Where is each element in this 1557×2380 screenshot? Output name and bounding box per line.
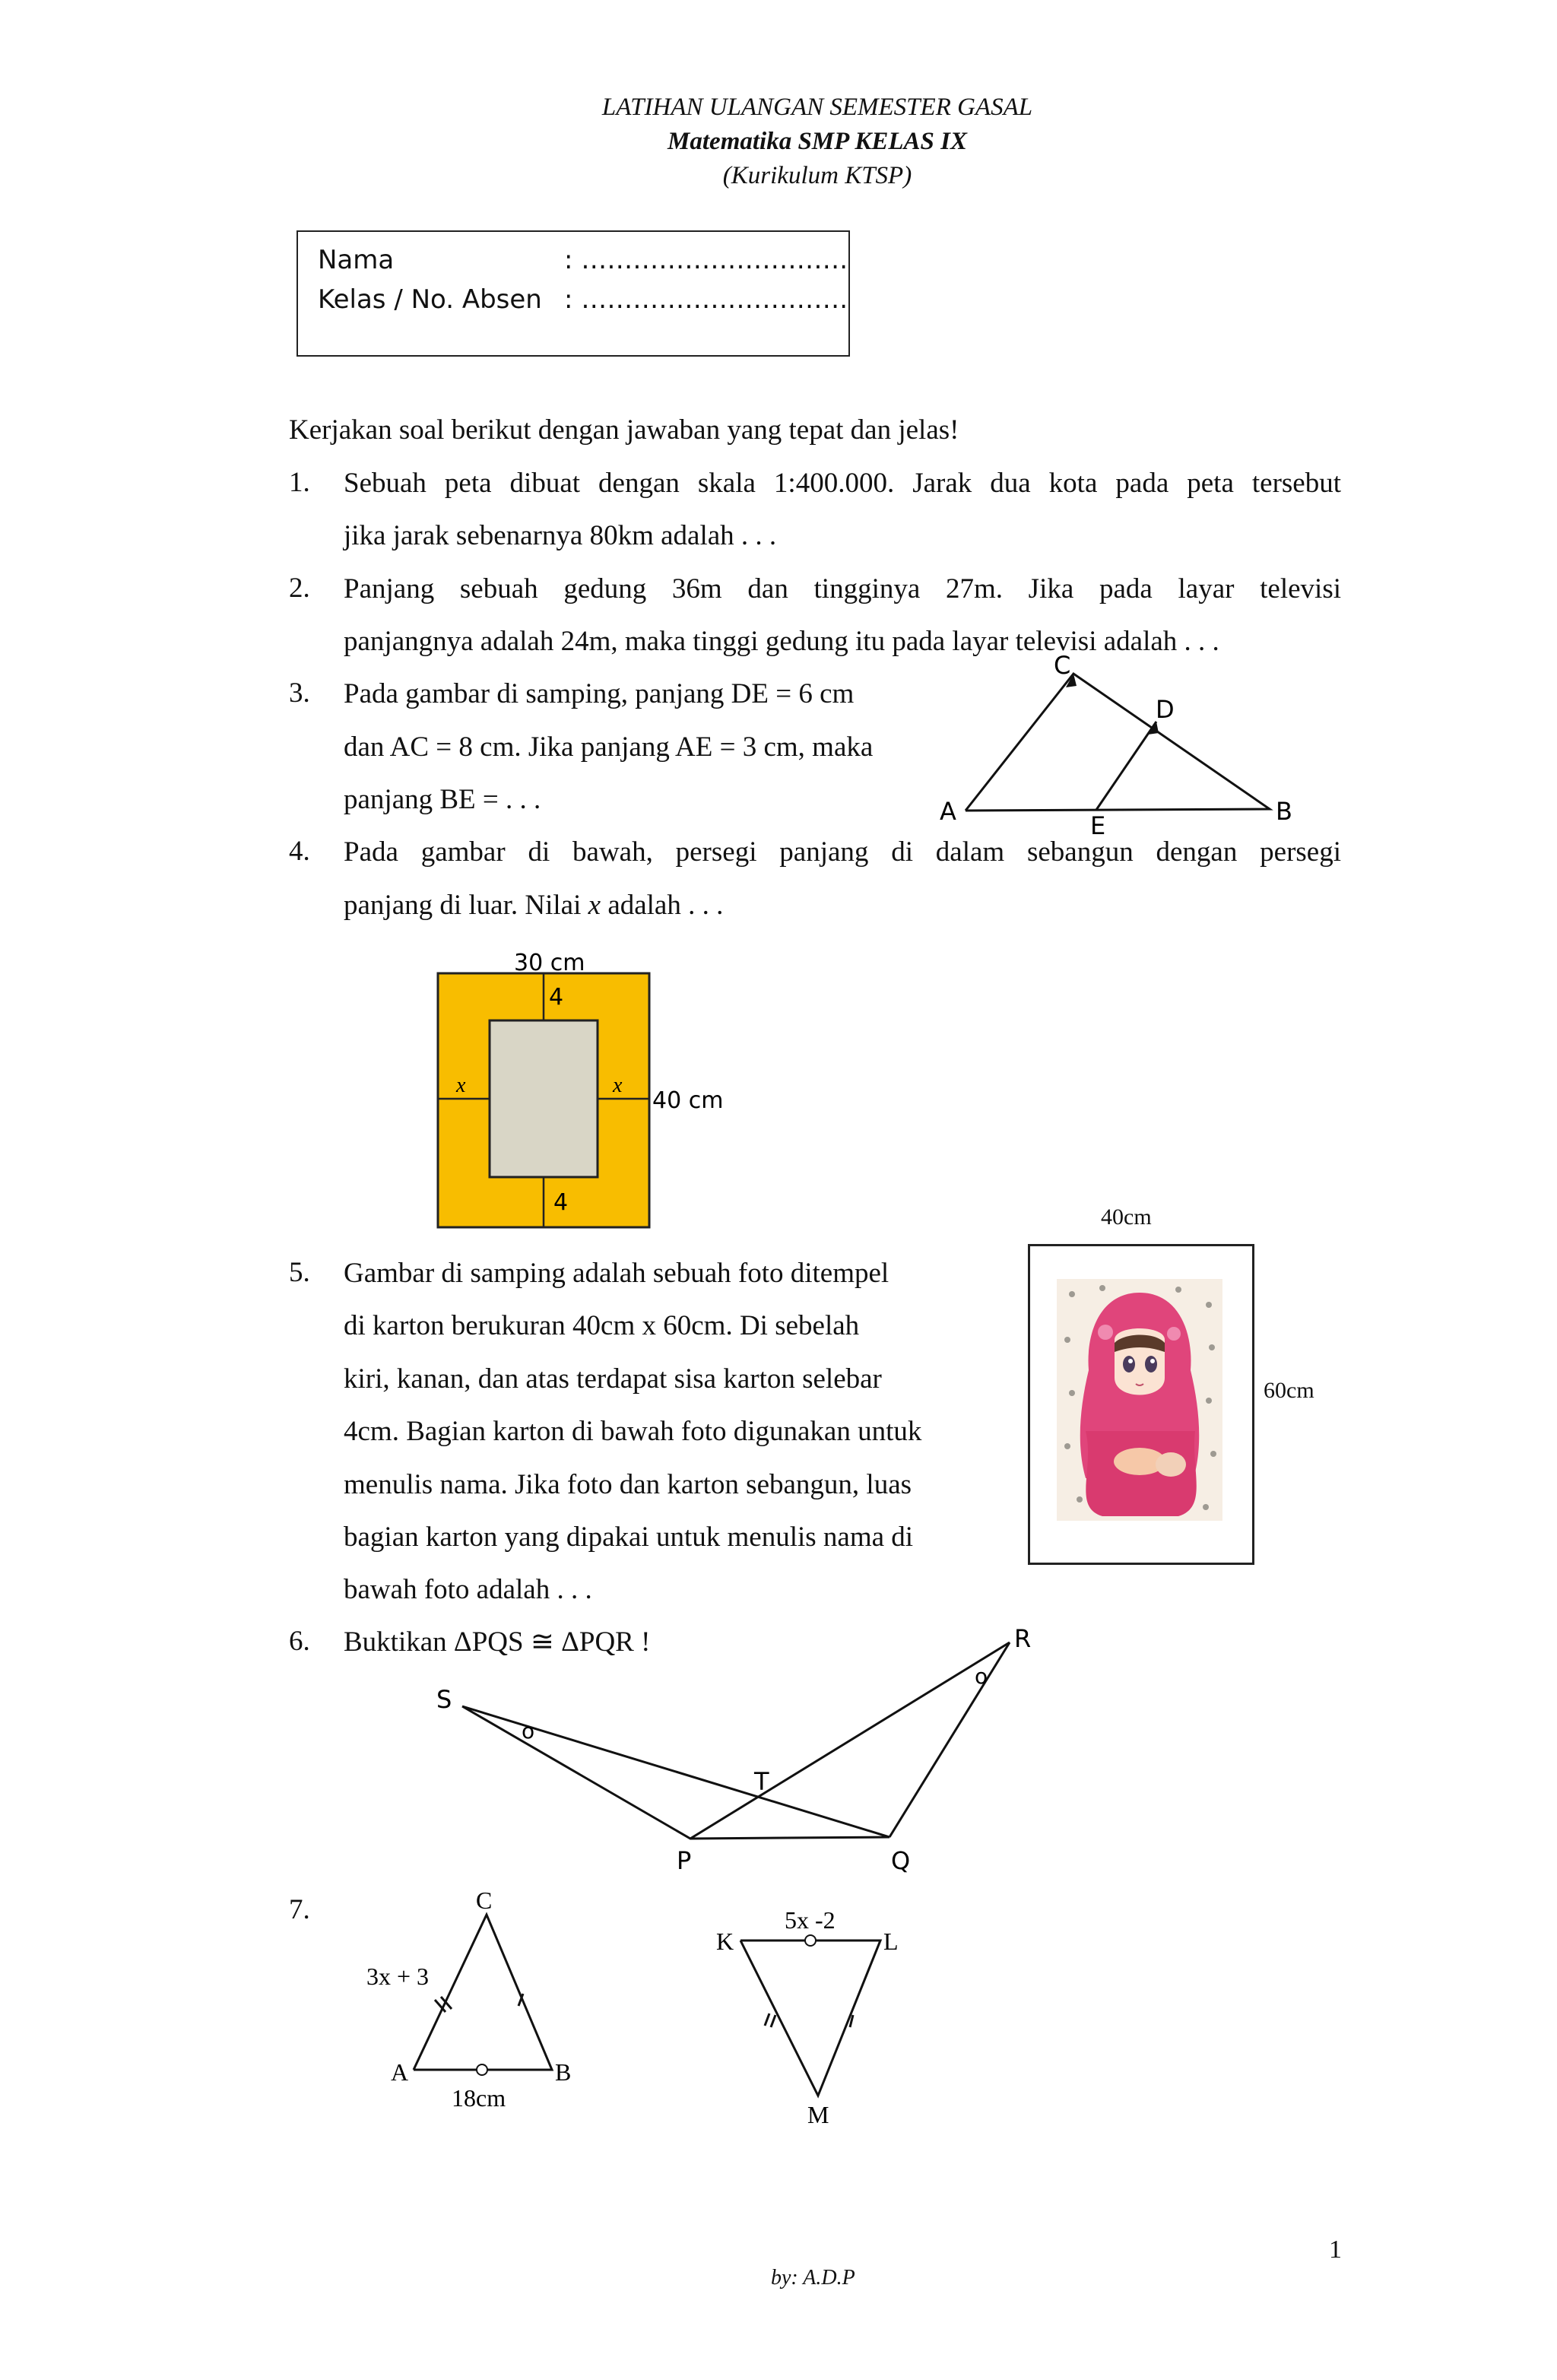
title-line-3: (Kurikulum KTSP)	[722, 162, 912, 189]
figure-4-rectangles	[426, 940, 745, 1236]
q3-line-2: dan AC = 8 cm. Jika panjang AE = 3 cm, maka	[344, 731, 874, 763]
q5-number: 5.	[289, 1257, 310, 1288]
q4-line-1: Pada gambar di bawah, persegi panjang di dalam sebangun dengan persegi	[344, 836, 1341, 868]
fig4-inner-rect	[490, 1020, 598, 1177]
fig5-width-label: 40cm	[1101, 1204, 1152, 1230]
class-field[interactable]: : ………………………….	[564, 284, 848, 315]
fig4-x-left: x	[456, 1074, 466, 1097]
fig7-triangle-klm	[740, 1940, 880, 2096]
fig3-segment-de	[1096, 722, 1156, 810]
fig7-label-b: B	[555, 2058, 572, 2086]
fig4-x-right: x	[613, 1074, 623, 1097]
title-line-1: LATIHAN ULANGAN SEMESTER GASAL	[601, 94, 1033, 121]
q1-line-2: jika jarak sebenarnya 80km adalah . . .	[344, 520, 777, 551]
fig6-label-s: S	[436, 1685, 452, 1714]
fig4-gap-bottom: 4	[553, 1189, 569, 1216]
q4-line-2	[344, 888, 723, 923]
q5-line-5: menulis nama. Jika foto dan karton sebangun, luas	[344, 1469, 912, 1500]
figure-6-triangles	[426, 1623, 1049, 1881]
fig4-gap-top: 4	[549, 984, 564, 1011]
q4-number: 4.	[289, 836, 310, 867]
q6-text: Buktikan ΔPQS ≅ ΔPQR !	[344, 1626, 651, 1658]
q2-number: 2.	[289, 573, 310, 604]
fig4-top-label: 30 cm	[514, 950, 585, 976]
fig6-segment-pr	[690, 1642, 1010, 1839]
name-field[interactable]: : ………………………….	[564, 245, 848, 275]
class-label: Kelas / No. Absen	[318, 284, 542, 315]
instruction: Kerjakan soal berikut dengan jawaban yang tepat dan jelas!	[289, 414, 959, 446]
fig6-label-r: R	[1014, 1624, 1032, 1653]
q4-line-2a: panjang di luar. Nilai	[344, 890, 588, 921]
fig7-label-k: K	[716, 1928, 734, 1955]
q6-number: 6.	[289, 1626, 310, 1657]
fig6-label-p: P	[677, 1846, 692, 1875]
q3-number: 3.	[289, 678, 310, 709]
fig6-label-t: T	[754, 1767, 769, 1796]
title-line-2: Matematika SMP KELAS IX	[668, 128, 967, 155]
fig3-label-d: D	[1156, 695, 1175, 724]
fig7-label-c: C	[476, 1887, 493, 1914]
fig6-angle-mark-r: o	[975, 1664, 988, 1689]
fig5-height-label: 60cm	[1264, 1378, 1314, 1403]
q7-number: 7.	[289, 1894, 310, 1925]
q3-line-3: panjang BE = . . .	[344, 784, 541, 815]
fig3-label-b: B	[1276, 797, 1292, 826]
fig7-label-a: A	[391, 2058, 409, 2086]
fig6-segment-qr	[889, 1642, 1010, 1837]
fig5-photo	[1057, 1279, 1222, 1521]
fig7-base-label: 18cm	[452, 2084, 506, 2112]
q4-line-2b: adalah . . .	[601, 890, 724, 921]
q5-line-1: Gambar di samping adalah sebuah foto ditempel	[344, 1258, 889, 1289]
fig7-side-label: 3x + 3	[366, 1963, 430, 1990]
figure-7-triangles	[350, 1886, 943, 2137]
q5-line-2: di karton berukuran 40cm x 60cm. Di sebelah	[344, 1310, 860, 1341]
fig6-angle-mark-s: o	[522, 1718, 535, 1744]
q1-line-1: Sebuah peta dibuat dengan skala 1:400.000. Jarak dua kota pada peta tersebut	[344, 468, 1341, 499]
fig7-top-label: 5x -2	[785, 1906, 836, 1934]
q4-var-x: x	[588, 890, 601, 921]
q3-line-1: Pada gambar di samping, panjang DE = 6 cm	[344, 678, 855, 709]
author-credit: by: A.D.P	[771, 2266, 855, 2290]
q2-line-2: panjangnya adalah 24m, maka tinggi gedung itu pada layar televisi adalah . . .	[344, 626, 1219, 657]
name-label: Nama	[318, 245, 395, 275]
fig3-label-a: A	[940, 797, 956, 826]
fig7-label-l: L	[883, 1928, 899, 1955]
fig3-label-e: E	[1090, 811, 1106, 836]
q5-line-6: bagian karton yang dipakai untuk menulis nama di	[344, 1522, 914, 1553]
fig3-label-c: C	[1054, 651, 1071, 680]
page-number: 1	[1329, 2236, 1342, 2264]
q5-line-4: 4cm. Bagian karton di bawah foto digunakan untuk	[344, 1416, 922, 1447]
fig3-triangle-outline	[966, 674, 1270, 811]
q5-line-7: bawah foto adalah . . .	[344, 1574, 592, 1605]
fig7-triangle-abc	[414, 1915, 552, 2070]
figure-3-triangle	[935, 646, 1300, 836]
fig7-label-m: M	[807, 2101, 829, 2128]
q5-line-3: kiri, kanan, dan atas terdapat sisa karton selebar	[344, 1363, 882, 1395]
q1-number: 1.	[289, 467, 310, 498]
fig4-side-label: 40 cm	[652, 1087, 724, 1114]
q2-line-1: Panjang sebuah gedung 36m dan tingginya 27m. Jika pada layar televisi	[344, 573, 1341, 605]
fig6-label-q: Q	[891, 1846, 911, 1875]
